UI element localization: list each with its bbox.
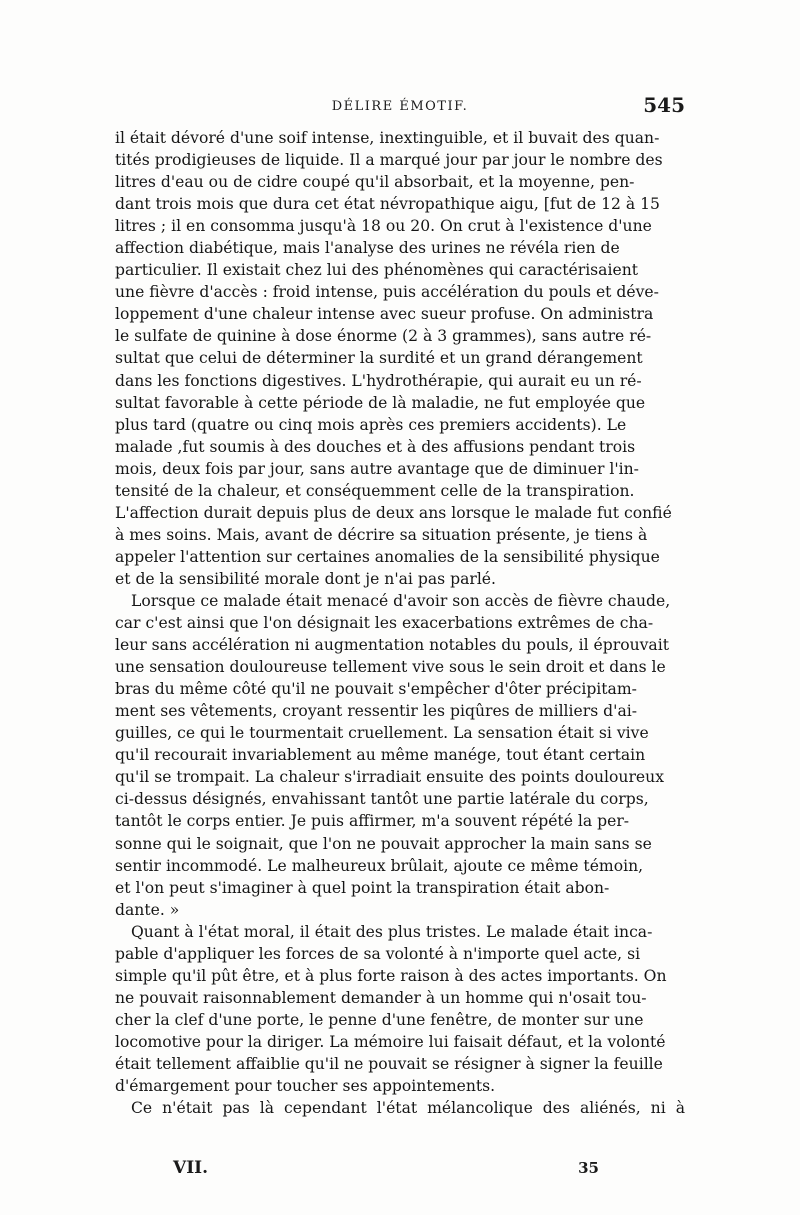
- text-line: loppement d'une chaleur intense avec sueur profuse. On administra: [115, 305, 654, 324]
- text-line: Ce n'était pas là cependant l'état mélancolique des aliénés, ni à: [131, 1099, 685, 1118]
- page-header: [115, 93, 685, 119]
- text-line: il était dévoré d'une soif intense, inextinguible, et il buvait des quan-: [115, 129, 660, 147]
- text-line: pable d'appliquer les forces de sa volonté à n'importe quel acte, si: [115, 944, 641, 963]
- text-line: leur sans accélération ni augmentation notables du pouls, il éprouvait: [115, 636, 669, 655]
- text-line: cher la clef d'une porte, le penne d'une fenêtre, de monter sur une: [115, 1010, 644, 1029]
- paragraph: [115, 127, 685, 590]
- text-line: Lorsque ce malade était menacé d'avoir son accès de fièvre chaude,: [131, 591, 671, 610]
- text-line: dant trois mois que dura cet état névropathique aigu, [fut de 12 à 15: [115, 195, 660, 214]
- text-line: affection diabétique, mais l'analyse des urines ne révéla rien de: [115, 239, 620, 258]
- paragraph: [115, 1097, 685, 1119]
- text-line: plus tard (quatre ou cinq mois après ces premiers accidents). Le: [115, 415, 627, 434]
- text-line: sentir incommodé. Le malheureux brûlait, ajoute ce même témoin,: [115, 856, 644, 875]
- text-line: malade ,fut soumis à des douches et à des affusions pendant trois: [115, 437, 636, 456]
- text-line: sultat que celui de déterminer la surdité et un grand dérangement: [115, 349, 643, 368]
- signature-mark: VII.: [173, 1158, 209, 1178]
- text-line: mois, deux fois par jour, sans autre avantage que de diminuer l'in-: [115, 459, 639, 478]
- text-line: litres ; il en consomma jusqu'à 18 ou 20. On crut à l'existence d'une: [115, 217, 652, 236]
- text-line: sultat favorable à cette période de là maladie, ne fut employée que: [115, 393, 646, 412]
- text-line: tantôt le corps entier. Je puis affirmer, m'a souvent répété la per-: [115, 812, 630, 831]
- signature-number: 35: [578, 1159, 599, 1177]
- text-line: une sensation douloureuse tellement vive sous le sein droit et dans le: [115, 658, 666, 677]
- text-line: guilles, ce qui le tourmentait cruellement. La sensation était si vive: [115, 724, 649, 743]
- text-line: était tellement affaiblie qu'il ne pouvait se résigner à signer la feuille: [115, 1054, 663, 1073]
- text-line: dante. »: [115, 900, 180, 919]
- body-text: [115, 127, 685, 1119]
- text-line: une fièvre d'accès : froid intense, puis accélération du pouls et déve-: [115, 283, 659, 302]
- paragraph: [115, 921, 685, 1097]
- text-line: ci-dessus désignés, envahissant tantôt une partie latérale du corps,: [115, 790, 649, 809]
- text-line: et de la sensibilité morale dont je n'ai pas parlé.: [115, 569, 496, 588]
- text-line: sonne qui le soignait, que l'on ne pouvait approcher la main sans se: [115, 834, 652, 853]
- text-line: particulier. Il existait chez lui des phénomènes qui caractérisaient: [115, 261, 639, 280]
- running-head: DÉLIRE ÉMOTIF.: [331, 99, 469, 114]
- text-line: le sulfate de quinine à dose énorme (2 à 3 grammes), sans autre ré-: [115, 327, 652, 346]
- text-line: tensité de la chaleur, et conséquemment celle de la transpiration.: [115, 481, 635, 500]
- text-line: bras du même côté qu'il ne pouvait s'empêcher d'ôter précipitam-: [115, 680, 637, 699]
- paragraph: [115, 590, 685, 921]
- text-line: L'affection durait depuis plus de deux ans lorsque le malade fut confié: [115, 503, 672, 522]
- text-line: et l'on peut s'imaginer à quel point la transpiration était abon-: [115, 878, 610, 897]
- text-line: d'émargement pour toucher ses appointements.: [115, 1077, 496, 1096]
- text-line: tités prodigieuses de liquide. Il a marqué jour par jour le nombre des: [115, 151, 663, 170]
- text-line: Quant à l'état moral, il était des plus tristes. Le malade était inca-: [131, 922, 653, 941]
- text-line: qu'il se trompait. La chaleur s'irradiait ensuite des points douloureux: [115, 768, 664, 787]
- text-line: appeler l'attention sur certaines anomalies de la sensibilité physique: [115, 547, 660, 566]
- text-line: dans les fonctions digestives. L'hydrothérapie, qui aurait eu un ré-: [115, 371, 642, 390]
- text-line: simple qu'il pût être, et à plus forte raison à des actes importants. On: [115, 966, 667, 985]
- text-line: locomotive pour la diriger. La mémoire lui faisait défaut, et la volonté: [115, 1032, 666, 1051]
- page-number: 545: [643, 93, 685, 117]
- page-footer: [115, 1158, 685, 1184]
- text-line: ne pouvait raisonnablement demander à un homme qui n'osait tou-: [115, 988, 647, 1007]
- text-line: car c'est ainsi que l'on désignait les exacerbations extrêmes de cha-: [115, 614, 654, 633]
- text-line: litres d'eau ou de cidre coupé qu'il absorbait, et la moyenne, pen-: [115, 173, 635, 192]
- text-line: qu'il recourait invariablement au même manége, tout étant certain: [115, 746, 646, 765]
- text-line: ment ses vêtements, croyant ressentir les piqûres de milliers d'ai-: [115, 702, 637, 721]
- text-line: à mes soins. Mais, avant de décrire sa situation présente, je tiens à: [115, 525, 648, 544]
